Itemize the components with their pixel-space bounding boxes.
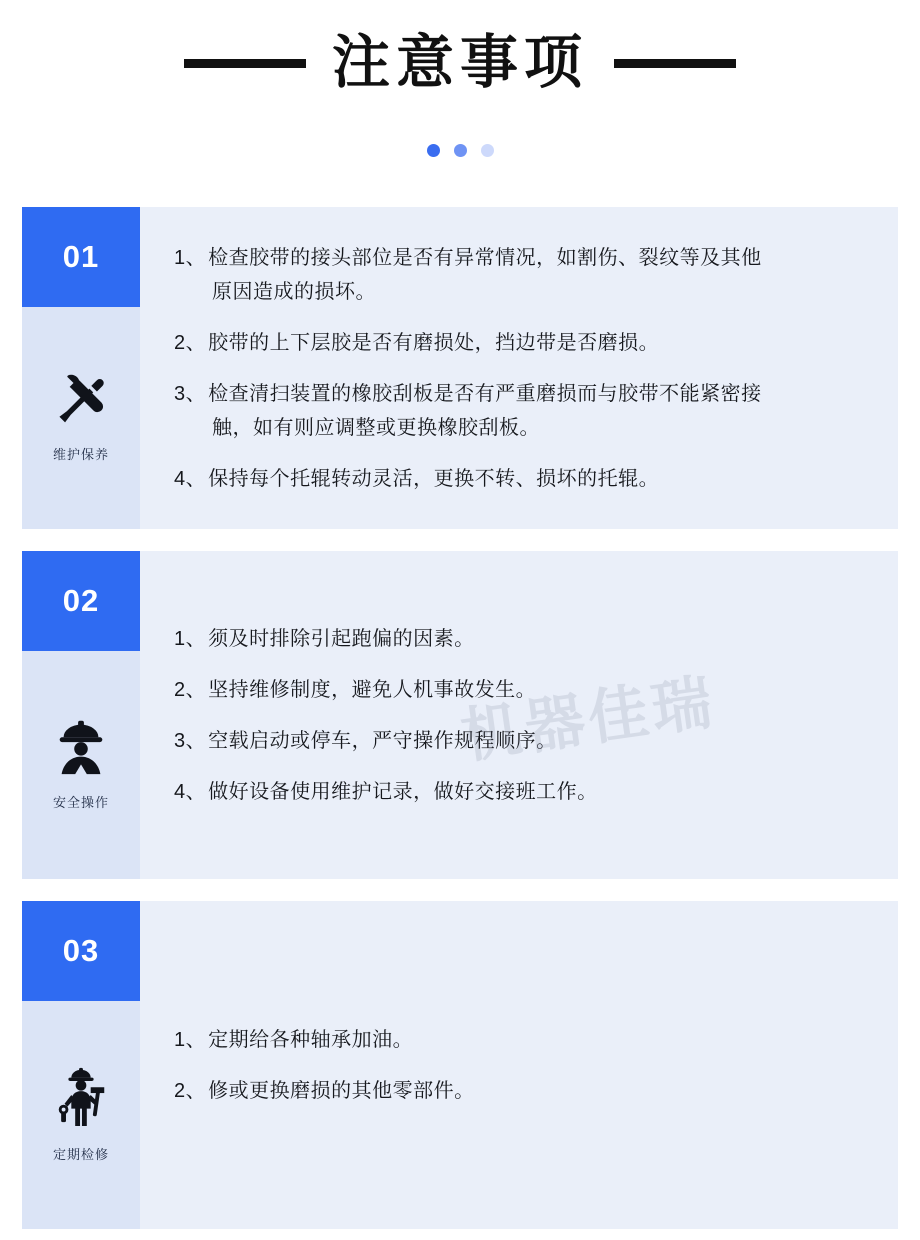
section-01-line-4 (174, 462, 868, 496)
section-01-line-3 (174, 377, 868, 445)
worker-with-tools-icon (50, 1062, 112, 1128)
section-01-number: 01 (22, 207, 140, 307)
section-02-line-1-text: 须及时排除引起跑偏的因素。 (208, 627, 475, 650)
section-01-line-3-index: 3、 (174, 383, 207, 405)
section-01-line-3-text: 检查清扫装置的橡胶刮板是否有严重磨损而与胶带不能紧密接 (208, 383, 762, 405)
section-02-line-3 (174, 724, 868, 758)
section-02 (22, 551, 898, 879)
section-01-side (22, 207, 140, 529)
section-02-line-4-index: 4、 (174, 780, 207, 803)
pagination-dot-3-icon[interactable] (481, 144, 494, 157)
section-01-icon-wrap (51, 307, 111, 529)
section-01-line-1-cont: 原因造成的损坏。 (212, 281, 376, 303)
section-03-line-1-index: 1、 (174, 1028, 207, 1051)
wrench-screwdriver-icon (51, 368, 111, 428)
page-header (0, 0, 920, 95)
section-03-line-1-text: 定期给各种轴承加油。 (208, 1028, 414, 1051)
section-01-line-1 (174, 241, 868, 309)
section-02-side (22, 551, 140, 879)
section-02-line-4-text: 做好设备使用维护记录，做好交接班工作。 (208, 780, 598, 803)
section-01-label: 维护保养 (52, 446, 109, 462)
section-03-icon-wrap (50, 1001, 112, 1229)
section-01-line-2 (174, 326, 868, 360)
section-03-line-1 (174, 1023, 868, 1057)
title-rule-right-icon (614, 59, 736, 68)
pagination-dots[interactable] (0, 144, 920, 157)
section-01-line-3-cont: 触，如有则应调整或更换橡胶刮板。 (212, 417, 540, 439)
section-02-line-1 (174, 622, 868, 656)
section-02-line-2-index: 2、 (174, 678, 207, 701)
sections-list (0, 207, 920, 1229)
section-02-number: 02 (22, 551, 140, 651)
section-02-line-3-index: 3、 (174, 729, 207, 752)
section-02-label: 安全操作 (52, 794, 109, 810)
section-01 (22, 207, 898, 529)
section-01-line-4-index: 4、 (174, 468, 207, 490)
section-01-line-2-index: 2、 (174, 332, 207, 354)
pagination-dot-2-icon[interactable] (454, 144, 467, 157)
section-03-number: 03 (22, 901, 140, 1001)
section-02-line-2-text: 坚持维修制度，避免人机事故发生。 (208, 678, 537, 701)
section-02-content (140, 551, 898, 879)
section-03-line-2-index: 2、 (174, 1079, 207, 1102)
section-03-label: 定期检修 (52, 1146, 109, 1162)
section-01-content (140, 207, 898, 529)
title-rule-left-icon (184, 59, 306, 68)
section-03-content (140, 901, 898, 1229)
section-03-line-2-text: 修或更换磨损的其他零部件。 (208, 1079, 475, 1102)
section-02-line-4 (174, 775, 868, 809)
section-02-icon-wrap (50, 651, 112, 879)
section-02-line-1-index: 1、 (174, 627, 207, 650)
section-02-line-2 (174, 673, 868, 707)
section-01-line-1-index: 1、 (174, 247, 207, 269)
section-03-line-2 (174, 1074, 868, 1108)
section-03-side (22, 901, 140, 1229)
page-title: 注意事项 (331, 30, 588, 95)
section-02-line-3-text: 空载启动或停车，严守操作规程顺序。 (208, 729, 557, 752)
section-01-line-2-text: 胶带的上下层胶是否有磨损处，挡边带是否磨损。 (208, 332, 660, 354)
pagination-dot-1-icon[interactable] (427, 144, 440, 157)
section-01-line-1-text: 检查胶带的接头部位是否有异常情况，如割伤、裂纹等及其他 (208, 247, 762, 269)
section-03 (22, 901, 898, 1229)
section-01-line-4-text: 保持每个托辊转动灵活，更换不转、损坏的托辊。 (208, 468, 660, 490)
safety-helmet-worker-icon (50, 714, 112, 776)
